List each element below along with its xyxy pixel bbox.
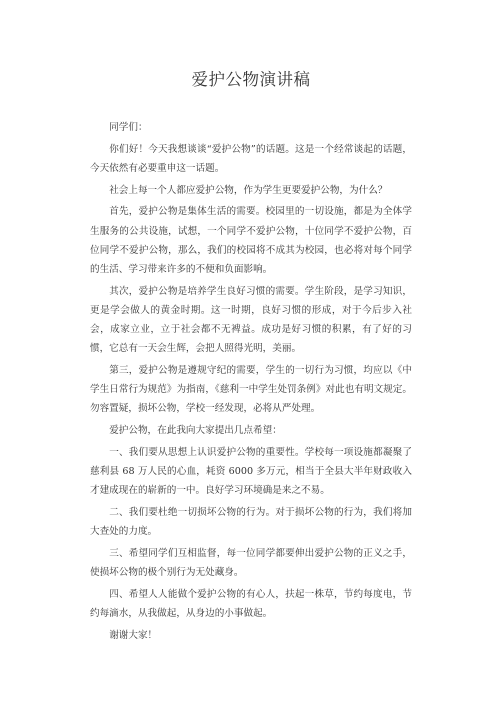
- paragraph-hope-two: 二、我们要杜绝一切损坏公物的行为。对于损坏公物的行为，我们将加大查处的力度。: [90, 506, 412, 538]
- paragraph-hope-one: 一、我们要从思想上认识爱护公物的重要性。学校每一项设施都凝聚了慈利县 68 万人民的心血，耗资 6000 多万元，相当于全县大半年财政收入才建成现在的崭新的一中。良好学习环境确是来之不易。: [90, 446, 412, 497]
- paragraph-hope-four: 四、希望人人能做个爱护公物的有心人，扶起一株草，节约每度电，节约每滴水，从我做起，从身边的小事做起。: [90, 588, 412, 619]
- paragraph-first-reason: 首先，爱护公物是集体生活的需要。校园里的一切设施，都是为全体学生服务的公共设施，试想，一个同学不爱护公物，十位同学不爱护公物，百位同学不爱护公物，那么，我们的校园将不成其为校园，也必将对每个同学的生活、学习带来许多的不便和负面影响。: [90, 206, 412, 275]
- paragraph-question: 社会上每一个人都应爱护公物，作为学生更要爱护公物，为什么？: [109, 184, 388, 196]
- paragraph-closing: 谢谢大家！: [109, 629, 158, 641]
- paragraph-opening: 你们好！今天我想谈谈“爱护公物”的话题。这是一个经常谈起的话题，今天依然有必要重申这一话题。: [90, 143, 412, 174]
- paragraph-hopes-intro: 爱护公物，在此我向大家提出几点希望：: [109, 425, 282, 437]
- paragraph-hope-three: 三、希望同学们互相监督，每一位同学都要伸出爱护公物的正义之手，使损坏公物的极个别行为无处藏身。: [90, 547, 412, 578]
- document-title: 爱护公物演讲稿: [191, 70, 311, 89]
- paragraph-third-reason: 第三，爱护公物是遵规守纪的需要，学生的一切行为习惯，均应以《中学生日常行为规范》为指南，《慈利一中学生处罚条例》对此也有明文规定。勿容置疑，损坏公物，学校一经发现，必将从严处理。: [90, 364, 412, 415]
- paragraph-greeting: 同学们：: [109, 122, 148, 133]
- document-body: [90, 118, 412, 645]
- paragraph-second-reason: 其次，爱护公物是培养学生良好习惯的需要。学生阶段，是学习知识，更是学会做人的黄金时期。这一时期，良好习惯的形成，对于今后步入社会，成家立业，立于社会都不无裨益。成功是好习惯的积累，有了好的习惯，它总有一天会生辉，会把人照得光明，美丽。: [90, 285, 412, 355]
